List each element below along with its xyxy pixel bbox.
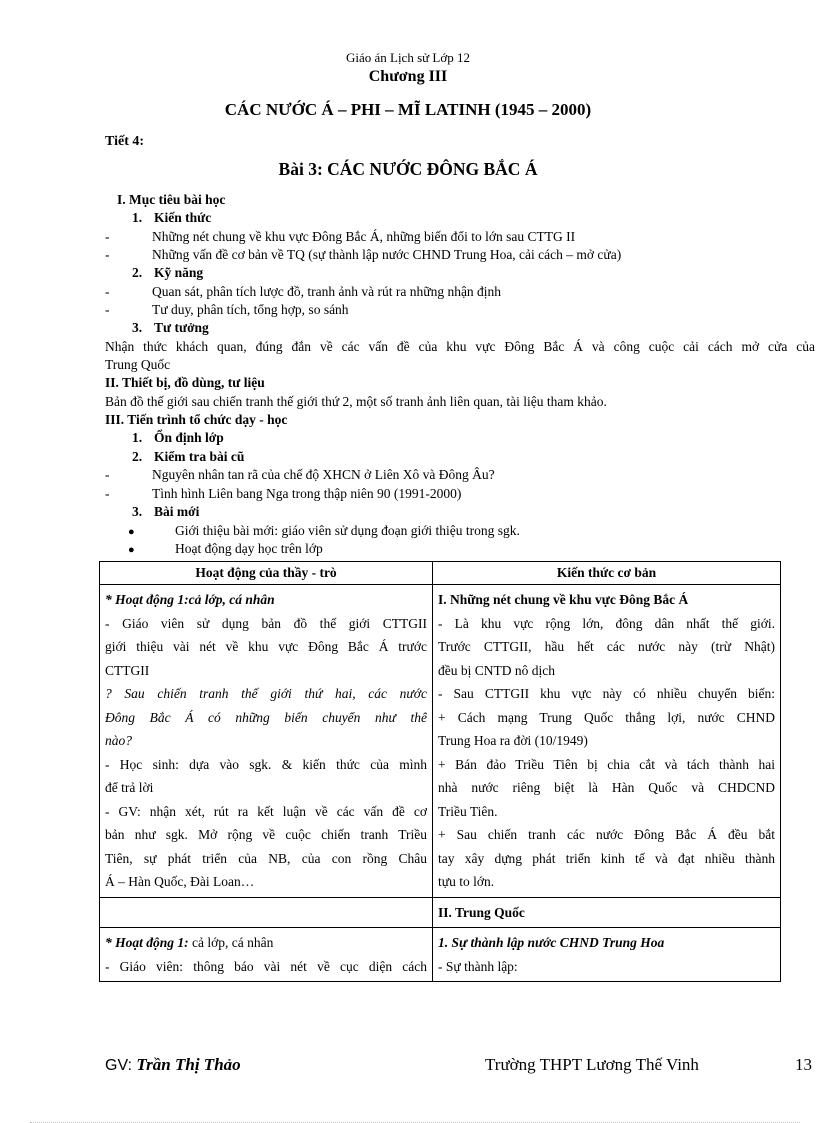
skills-heading: 2. Kỹ năng xyxy=(132,265,204,280)
table-row xyxy=(100,585,781,898)
lesson-title: Bài 3: CÁC NƯỚC ĐÔNG BẮC Á xyxy=(278,159,538,179)
knowledge-item: - Những vấn đề cơ bản về TQ (sự thành lập nước CHND Trung Hoa, cải cách – mở cửa) xyxy=(105,247,622,262)
question-line: nào? xyxy=(105,733,132,748)
cell-line: Trung Hoa ra đời (10/1949) xyxy=(438,733,588,748)
question-line: ? Sau chiến tranh thế giới thứ hai, các nước xyxy=(105,686,427,701)
cell-line: tựu to lớn. xyxy=(438,874,495,889)
period-label: Tiết 4: xyxy=(105,134,145,149)
cell-line: giới thiệu vài nét về khu vực Đông Bắc Á trước xyxy=(105,639,427,654)
chapter-label: Chương III xyxy=(368,68,448,85)
cell-line: đều bị CNTD nô dịch xyxy=(438,662,555,678)
attitude-text-cont: Trung Quốc xyxy=(105,357,171,372)
process-heading: III. Tiến trình tổ chức dạy - học xyxy=(105,412,288,427)
cell-line: CTTGII xyxy=(105,662,150,678)
cell-line: Triều Tiên. xyxy=(438,803,498,819)
equipment-text: Bản đồ thế giới sau chiến tranh thế giới thứ 2, một số tranh ảnh liên quan, tài liệu tham khảo. xyxy=(105,394,607,409)
table-row xyxy=(100,928,781,982)
cell-line: - Sau CTTGII khu vực này có nhiều chuyển biến: xyxy=(438,686,775,701)
cell-line: - Học sinh: dựa vào sgk. & kiến thức của mình xyxy=(105,756,427,772)
school-name: Trường THPT Lương Thế Vinh xyxy=(485,1055,699,1074)
cell-line: Trước CTTGII, hầu hết các nước này (trừ Nhật) xyxy=(438,639,775,654)
knowledge-cell xyxy=(433,928,781,982)
teacher-name: Trần Thị Thảo xyxy=(136,1055,241,1074)
skills-item: - Quan sát, phân tích lược đồ, tranh ảnh và rút ra những nhận định xyxy=(105,284,502,299)
review-item: - Tình hình Liên bang Nga trong thập niên 90 (1991-2000) xyxy=(105,486,462,501)
cell-line: để trả lời xyxy=(105,780,154,795)
stabilize-heading: 1. Ổn định lớp xyxy=(132,430,224,445)
activity-cell-empty xyxy=(100,897,433,928)
review-heading: 2. Kiểm tra bài cũ xyxy=(132,449,245,464)
activity-title: * Hoạt động 1:cả lớp, cá nhân xyxy=(105,592,275,607)
page-number: 13 xyxy=(795,1055,812,1074)
new-lesson-heading: 3. Bài mới xyxy=(132,504,200,519)
subsection-title: 1. Sự thành lập nước CHND Trung Hoa xyxy=(438,935,665,950)
knowledge-title: I. Những nét chung về khu vực Đông Bắc Á xyxy=(438,592,689,607)
table-row xyxy=(100,897,781,928)
question-line: Đông Bắc Á có những biến chuyển như thế xyxy=(105,709,427,725)
knowledge-cell xyxy=(433,585,781,898)
cell-line: - Là khu vực rộng lớn, đông dân nhất thế giới. xyxy=(438,615,775,631)
cell-line: + Sau chiến tranh các nước Đông Bắc Á đều bắt xyxy=(438,827,775,842)
cell-line: bản như sgk. Mở rộng về cuộc chiến tranh Triều xyxy=(105,827,427,842)
attitude-text: Nhận thức khách quan, đúng đắn về các vấn đề của khu vực Đông Bắc Á và công cuộc cải cách mở cửa của xyxy=(105,339,815,354)
knowledge-item: - Những nét chung về khu vực Đông Bắc Á, những biến đổi to lớn sau CTTG II xyxy=(105,229,576,244)
cell-line: - Giáo viên: thông báo vài nét về cục diện cách xyxy=(105,958,427,974)
activity-cell xyxy=(100,928,433,982)
activity-title: * Hoạt động 1: cả lớp, cá nhân xyxy=(105,935,274,950)
knowledge-cell xyxy=(433,897,781,928)
header-knowledge: Kiến thức cơ bản xyxy=(433,562,781,585)
new-lesson-item: ● Hoạt động dạy học trên lớp xyxy=(128,541,323,556)
cell-line: - Sự thành lập: xyxy=(438,958,518,974)
knowledge-heading: 1. Kiến thức xyxy=(132,210,212,225)
attitude-heading: 3. Tư tưởng xyxy=(132,320,209,335)
cell-line: tay xây dựng phát triển kinh tế và đạt nhiều thành xyxy=(438,850,775,866)
cell-line: + Bán đảo Triều Tiên bị chia cắt và tách thành hai xyxy=(438,756,775,772)
skills-item: - Tư duy, phân tích, tổng hợp, so sánh xyxy=(105,302,349,317)
subject-line: Giáo án Lịch sử Lớp 12 xyxy=(345,50,471,65)
cell-line: + Cách mạng Trung Quốc thắng lợi, nước CHND xyxy=(438,709,775,725)
cell-line: - GV: nhận xét, rút ra kết luận về các vấn đề cơ xyxy=(105,803,427,819)
review-item: - Nguyên nhân tan rã của chế độ XHCN ở Liên Xô và Đông Âu? xyxy=(105,467,495,482)
cell-line: nhà nước riêng biệt là Hàn Quốc và CHDCND xyxy=(438,780,775,795)
cell-line: Tiên, sự phát triển của NB, của con rồng Châu xyxy=(105,850,427,866)
equipment-heading: II. Thiết bị, đồ dùng, tư liệu xyxy=(105,375,265,390)
header-activities: Hoạt động của thầy - trò xyxy=(100,562,433,585)
new-lesson-item: ● Giới thiệu bài mới: giáo viên sử dụng đoạn giới thiệu trong sgk. xyxy=(128,523,520,538)
cell-line: Á – Hàn Quốc, Đài Loan… xyxy=(105,874,255,889)
chapter-title: CÁC NƯỚC Á – PHI – MĨ LATINH (1945 – 2000) xyxy=(224,100,592,119)
objectives-heading: I. Mục tiêu bài học xyxy=(117,192,226,207)
section-title: II. Trung Quốc xyxy=(438,904,525,920)
lesson-table xyxy=(99,561,781,982)
activity-cell xyxy=(100,585,433,898)
table-header-row xyxy=(100,562,781,585)
teacher-credit: GV: Trần Thị Thảo xyxy=(105,1055,241,1074)
cell-line: - Giáo viên sử dụng bản đồ thế giới CTTGII xyxy=(105,615,427,631)
